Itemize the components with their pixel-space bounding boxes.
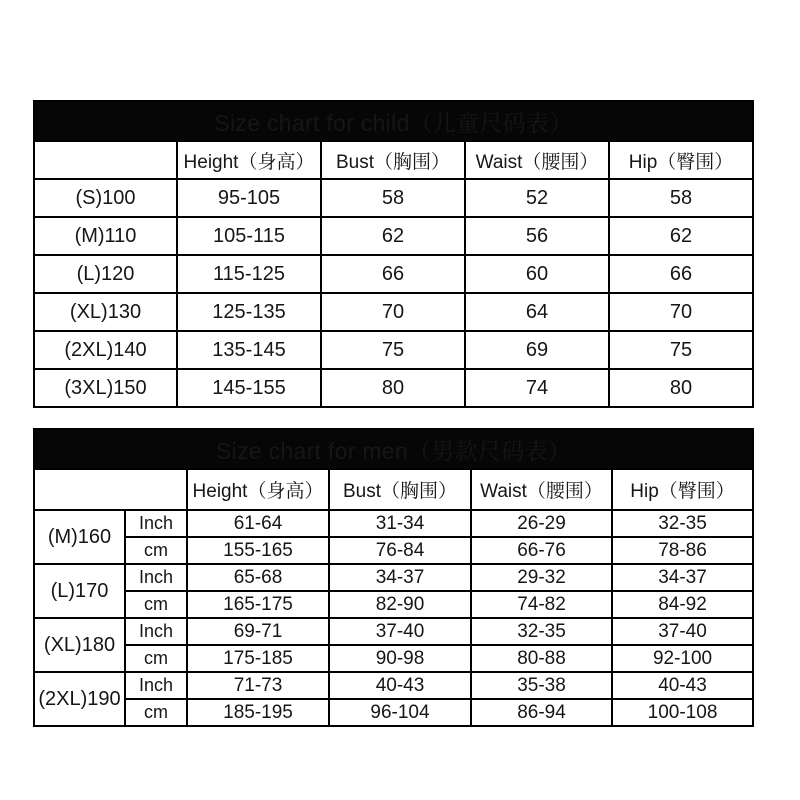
hip-cell: 58 xyxy=(609,179,753,217)
unit-cell-cm: cm xyxy=(125,699,187,726)
hip-cell: 78-86 xyxy=(612,537,753,564)
size-cell: (M)110 xyxy=(34,217,177,255)
bust-cell: 96-104 xyxy=(329,699,471,726)
size-cell: (2XL)140 xyxy=(34,331,177,369)
men-header-bust: Bust（胸围） xyxy=(329,469,471,510)
bust-cell: 31-34 xyxy=(329,510,471,537)
child-title-row xyxy=(34,101,753,141)
hip-cell: 40-43 xyxy=(612,672,753,699)
size-cell: (3XL)150 xyxy=(34,369,177,407)
size-cell: (L)170 xyxy=(34,564,125,618)
child-size-table xyxy=(33,100,754,408)
height-cell: 61-64 xyxy=(187,510,329,537)
child-header-hip: Hip（臀围） xyxy=(609,141,753,179)
table-row xyxy=(34,510,753,537)
table-row xyxy=(34,672,753,699)
bust-cell: 40-43 xyxy=(329,672,471,699)
hip-cell: 100-108 xyxy=(612,699,753,726)
height-cell: 145-155 xyxy=(177,369,321,407)
size-cell: (XL)180 xyxy=(34,618,125,672)
bust-cell: 82-90 xyxy=(329,591,471,618)
child-header-bust: Bust（胸围） xyxy=(321,141,465,179)
bust-cell: 70 xyxy=(321,293,465,331)
waist-cell: 69 xyxy=(465,331,609,369)
waist-cell: 74 xyxy=(465,369,609,407)
child-table-title: Size chart for child（儿童尺码表） xyxy=(34,101,753,141)
unit-cell-inch: Inch xyxy=(125,672,187,699)
unit-cell-cm: cm xyxy=(125,537,187,564)
height-cell: 71-73 xyxy=(187,672,329,699)
table-row xyxy=(34,564,753,591)
height-cell: 185-195 xyxy=(187,699,329,726)
waist-cell: 29-32 xyxy=(471,564,612,591)
child-header-row xyxy=(34,141,753,179)
men-header-waist: Waist（腰围） xyxy=(471,469,612,510)
height-cell: 125-135 xyxy=(177,293,321,331)
bust-cell: 76-84 xyxy=(329,537,471,564)
table-row xyxy=(34,369,753,407)
height-cell: 135-145 xyxy=(177,331,321,369)
hip-cell: 34-37 xyxy=(612,564,753,591)
unit-cell-cm: cm xyxy=(125,645,187,672)
unit-cell-cm: cm xyxy=(125,591,187,618)
unit-cell-inch: Inch xyxy=(125,564,187,591)
table-row xyxy=(34,331,753,369)
men-header-hip: Hip（臀围） xyxy=(612,469,753,510)
table-row xyxy=(34,699,753,726)
men-header-height: Height（身高） xyxy=(187,469,329,510)
waist-cell: 56 xyxy=(465,217,609,255)
hip-cell: 75 xyxy=(609,331,753,369)
men-header-blank xyxy=(34,469,187,510)
waist-cell: 35-38 xyxy=(471,672,612,699)
child-header-waist: Waist（腰围） xyxy=(465,141,609,179)
bust-cell: 34-37 xyxy=(329,564,471,591)
hip-cell: 37-40 xyxy=(612,618,753,645)
waist-cell: 60 xyxy=(465,255,609,293)
men-header-row xyxy=(34,469,753,510)
height-cell: 165-175 xyxy=(187,591,329,618)
height-cell: 175-185 xyxy=(187,645,329,672)
men-title-row xyxy=(34,429,753,469)
child-header-blank xyxy=(34,141,177,179)
hip-cell: 62 xyxy=(609,217,753,255)
hip-cell: 66 xyxy=(609,255,753,293)
bust-cell: 58 xyxy=(321,179,465,217)
height-cell: 155-165 xyxy=(187,537,329,564)
unit-cell-inch: Inch xyxy=(125,510,187,537)
size-cell: (S)100 xyxy=(34,179,177,217)
child-header-height: Height（身高） xyxy=(177,141,321,179)
bust-cell: 66 xyxy=(321,255,465,293)
height-cell: 115-125 xyxy=(177,255,321,293)
waist-cell: 26-29 xyxy=(471,510,612,537)
bust-cell: 75 xyxy=(321,331,465,369)
bust-cell: 90-98 xyxy=(329,645,471,672)
table-row xyxy=(34,255,753,293)
waist-cell: 32-35 xyxy=(471,618,612,645)
table-row xyxy=(34,591,753,618)
size-cell: (XL)130 xyxy=(34,293,177,331)
hip-cell: 92-100 xyxy=(612,645,753,672)
table-row xyxy=(34,645,753,672)
table-row xyxy=(34,293,753,331)
size-cell: (M)160 xyxy=(34,510,125,564)
size-cell: (2XL)190 xyxy=(34,672,125,726)
waist-cell: 80-88 xyxy=(471,645,612,672)
men-table-title: Size chart for men（男款尺码表） xyxy=(34,429,753,469)
waist-cell: 64 xyxy=(465,293,609,331)
height-cell: 69-71 xyxy=(187,618,329,645)
size-cell: (L)120 xyxy=(34,255,177,293)
waist-cell: 66-76 xyxy=(471,537,612,564)
bust-cell: 80 xyxy=(321,369,465,407)
table-row xyxy=(34,537,753,564)
waist-cell: 74-82 xyxy=(471,591,612,618)
height-cell: 105-115 xyxy=(177,217,321,255)
men-size-table xyxy=(33,428,754,727)
hip-cell: 32-35 xyxy=(612,510,753,537)
unit-cell-inch: Inch xyxy=(125,618,187,645)
table-row xyxy=(34,618,753,645)
table-row xyxy=(34,217,753,255)
hip-cell: 70 xyxy=(609,293,753,331)
bust-cell: 62 xyxy=(321,217,465,255)
table-row xyxy=(34,179,753,217)
hip-cell: 80 xyxy=(609,369,753,407)
hip-cell: 84-92 xyxy=(612,591,753,618)
height-cell: 65-68 xyxy=(187,564,329,591)
bust-cell: 37-40 xyxy=(329,618,471,645)
waist-cell: 52 xyxy=(465,179,609,217)
height-cell: 95-105 xyxy=(177,179,321,217)
waist-cell: 86-94 xyxy=(471,699,612,726)
